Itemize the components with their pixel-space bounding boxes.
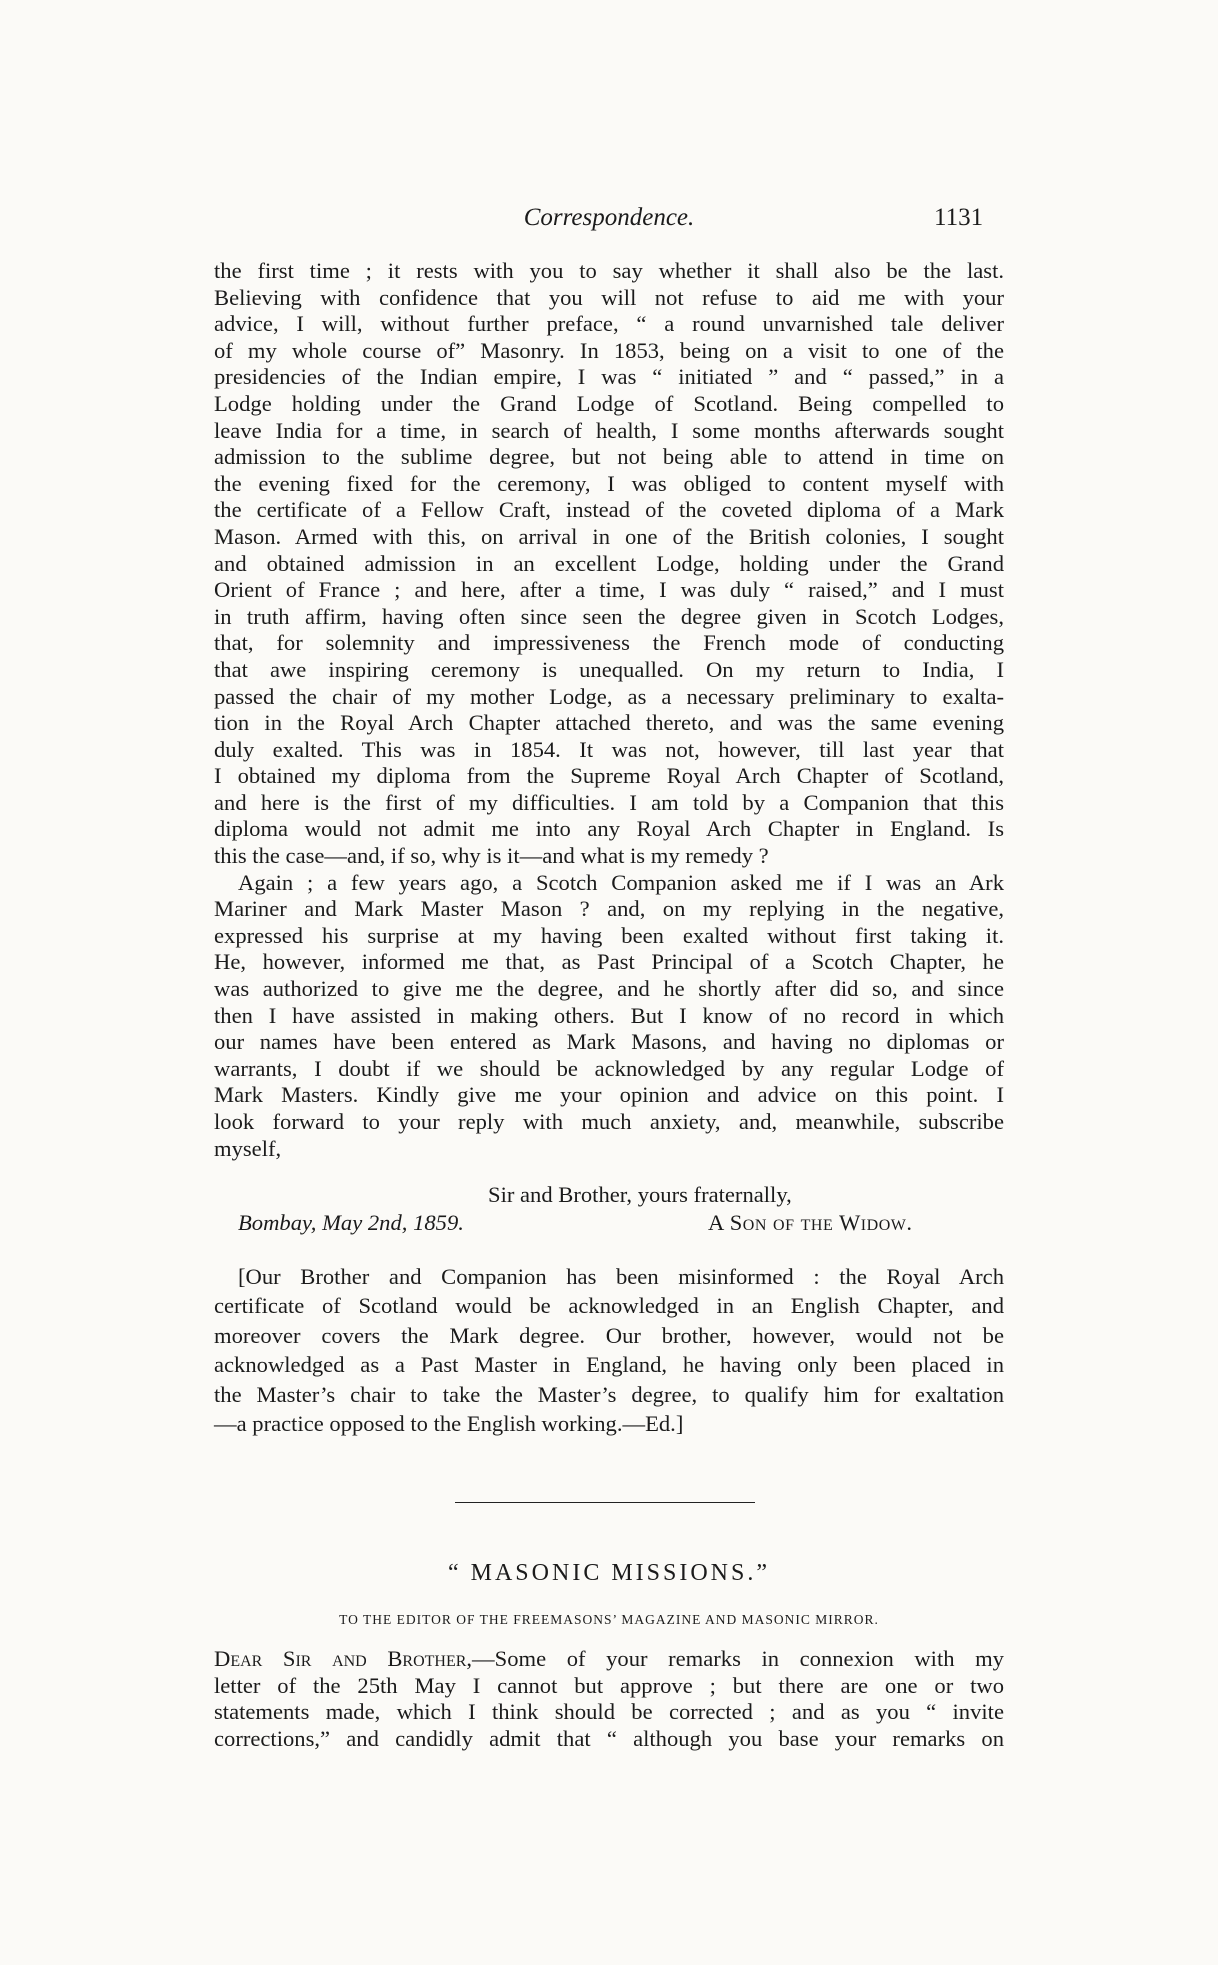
text-line: that awe inspiring ceremony is unequalled. On my return to India, I (214, 656, 1004, 682)
text-line: warrants, I doubt if we should be acknowledged by any regular Lodge of (214, 1055, 1004, 1081)
text-line: Mariner and Mark Master Mason ? and, on my replying in the negative, (214, 896, 1004, 922)
text-line: —a practice opposed to the English working.—Ed.] (214, 1411, 684, 1437)
letter-body (214, 258, 1004, 1162)
text-line: Lodge holding under the Grand Lodge of Scotland. Being compelled to (214, 390, 1004, 416)
editor-note (214, 1262, 1004, 1438)
text-line: was authorized to give me the degree, and he shortly after did so, and since (214, 976, 1004, 1002)
text-line: tion in the Royal Arch Chapter attached thereto, and was the same evening (214, 710, 1004, 736)
section-subtitle: TO THE EDITOR OF THE FREEMASONS’ MAGAZINE AND MASONIC MIRROR. (339, 1612, 879, 1627)
text-line: Orient of France ; and here, after a time, I was duly “ raised,” and I must (214, 577, 1004, 603)
text-line: the certificate of a Fellow Craft, instead of the coveted diploma of a Mark (214, 497, 1004, 523)
text-line: leave India for a time, in search of health, I some months afterwards sought (214, 417, 1004, 443)
text-line: the Master’s chair to take the Master’s degree, to qualify him for exaltation (214, 1381, 1004, 1407)
text-line: expressed his surprise at my having been exalted without first taking it. (214, 922, 1004, 948)
text-line: look forward to your reply with much anxiety, and, meanwhile, subscribe (214, 1109, 1004, 1134)
letter-place-date: Bombay, May 2nd, 1859. (238, 1210, 464, 1235)
text-line: Believing with confidence that you will not refuse to aid me with your (214, 284, 1004, 310)
text-line: statements made, which I think should be corrected ; and as you “ invite (214, 1699, 1004, 1725)
text-line: then I have assisted in making others. But I know of no record in which (214, 1002, 1004, 1028)
text-line: of my whole course of” Masonry. In 1853, being on a visit to one of the (214, 337, 1004, 363)
text-line: I obtained my diploma from the Supreme Royal Arch Chapter of Scotland, (214, 763, 1004, 789)
text-line: this the case—and, if so, why is it—and what is my remedy ? (214, 843, 769, 869)
text-line: Mark Masters. Kindly give me your opinion and advice on this point. I (214, 1082, 1004, 1108)
text-line: acknowledged as a Past Master in England, he having only been placed in (214, 1352, 1004, 1378)
letter-signature: A Son of the Widow. (708, 1210, 913, 1235)
page-number: 1131 (934, 204, 984, 231)
text-line: Again ; a few years ago, a Scotch Companion asked me if I was an Ark (238, 869, 1004, 895)
text-line: advice, I will, without further preface, “ a round unvarnished tale deliver (214, 311, 1004, 337)
text-line: He, however, informed me that, as Past Principal of a Scotch Chapter, he (214, 949, 1004, 975)
salutation-continuation: —Some of your remarks in connexion with my (472, 1646, 1004, 1671)
running-header (0, 202, 1218, 242)
second-letter-body (214, 1646, 1004, 1752)
text-line: myself, (214, 1135, 282, 1161)
text-line: corrections,” and candidly admit that “ although you base your remarks on (214, 1725, 1004, 1751)
text-line: letter of the 25th May I cannot but approve ; but there are one or two (214, 1672, 1004, 1698)
text-line: in truth affirm, having often since seen the degree given in Scotch Lodges, (214, 603, 1004, 629)
text-line: the first time ; it rests with you to say whether it shall also be the last. (214, 258, 1004, 283)
text-line: our names have been entered as Mark Masons, and having no diplomas or (214, 1029, 1004, 1055)
text-line: admission to the sublime degree, but not being able to attend in time on (214, 444, 1004, 470)
section-title: “ MASONIC MISSIONS.” (447, 1560, 771, 1586)
text-line: diploma would not admit me into any Royal Arch Chapter in England. Is (214, 816, 1004, 842)
text-line: Mason. Armed with this, on arrival in one of the British colonies, I sought (214, 523, 1004, 549)
text-line: moreover covers the Mark degree. Our brother, however, would not be (214, 1322, 1004, 1348)
text-line: the evening fixed for the ceremony, I was obliged to content myself with (214, 470, 1004, 496)
text-line: duly exalted. This was in 1854. It was not, however, till last year that (214, 736, 1004, 762)
salutation: Dear Sir and Brother, (214, 1646, 473, 1671)
section-divider (455, 1502, 755, 1503)
text-line: and obtained admission in an excellent Lodge, holding under the Grand (214, 550, 1004, 576)
text-line: [Our Brother and Companion has been misinformed : the Royal Arch (238, 1264, 1004, 1289)
text-line: and here is the first of my difficulties. I am told by a Companion that this (214, 789, 1004, 815)
text-line: passed the chair of my mother Lodge, as a necessary preliminary to exalta- (214, 683, 1004, 709)
text-line (214, 1646, 1004, 1673)
text-line: presidencies of the Indian empire, I was “ initiated ” and “ passed,” in a (214, 364, 1004, 390)
text-line: certificate of Scotland would be acknowledged in an English Chapter, and (214, 1293, 1004, 1319)
running-title: Correspondence. (523, 204, 695, 231)
text-line: that, for solemnity and impressiveness the French mode of conducting (214, 630, 1004, 656)
letter-closing: Sir and Brother, yours fraternally, (488, 1182, 792, 1207)
